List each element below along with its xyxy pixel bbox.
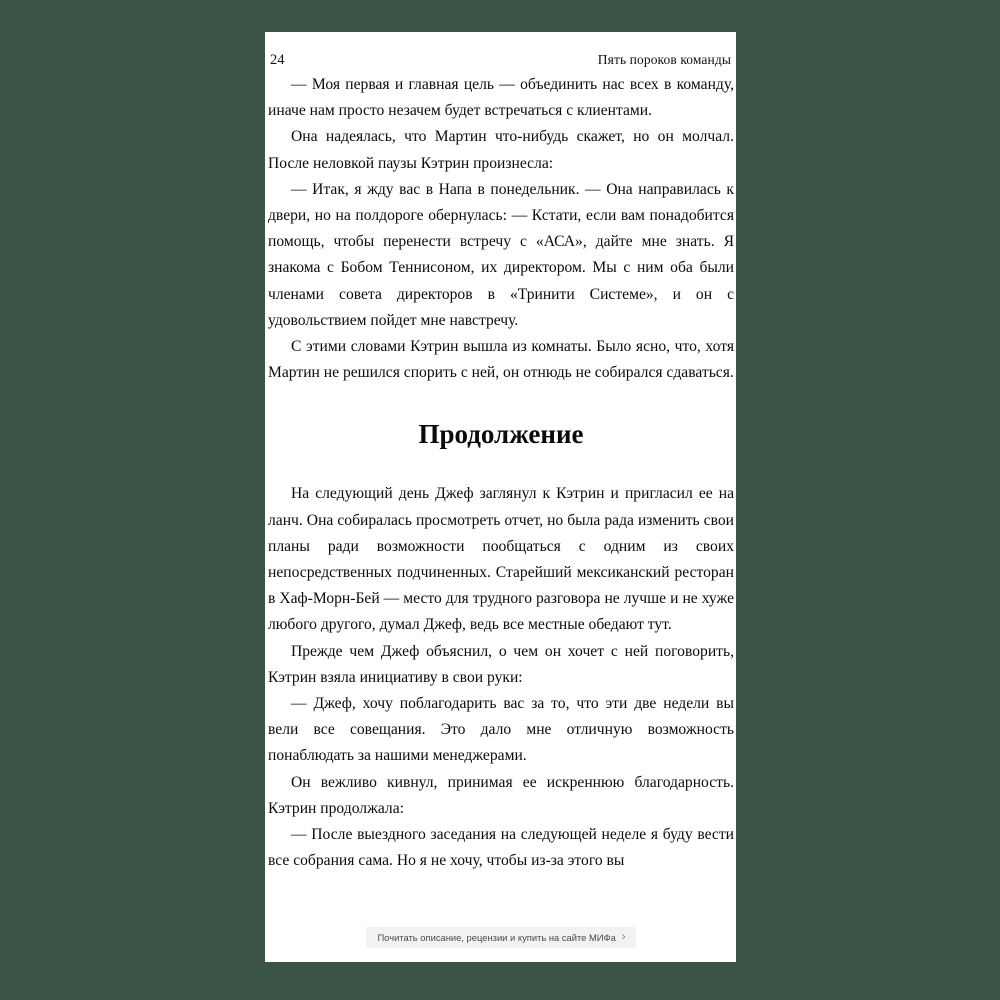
paragraph: Он вежливо кивнул, принимая ее искреннюю благодарность. Кэтрин продолжала: xyxy=(268,773,734,817)
chevron-right-icon: › xyxy=(621,931,626,943)
page-number: 24 xyxy=(270,52,285,68)
paragraph: — После выездного заседания на следующей неделе я буду вести все собрания сама. Но я не хочу, чтобы из-за этого вы xyxy=(268,826,734,870)
promo-link[interactable] xyxy=(365,927,635,948)
paragraph: На следующий день Джеф заглянул к Кэтрин и пригласил ее на ланч. Она собиралась просмотреть отчет, но была рада изменить свои планы ради возможности пообщаться с одним из своих непосредственных подчиненных. Старейший мексиканский ресторан в Хаф-Морн-Бей — место для трудного разговора не лучше и не хуже любого другого, думал Джеф, ведь все местные обедают тут. xyxy=(268,485,734,634)
running-head xyxy=(265,42,736,66)
paragraph: Прежде чем Джеф объяснил, о чем он хочет с ней поговорить, Кэтрин взяла инициативу в свои руки: xyxy=(268,642,734,686)
section-heading: Продолжение xyxy=(418,419,584,450)
text-column xyxy=(268,72,734,874)
page-inner xyxy=(265,32,736,962)
footer-band xyxy=(265,910,736,962)
paragraph: — Джеф, хочу поблагодарить вас за то, что эти две недели вы вели все совещания. Это дало мне отличную возможность понаблюдать за нашими менеджерами. xyxy=(268,695,734,765)
spacer xyxy=(268,451,734,481)
running-head-title: Пять пороков команды xyxy=(597,52,731,67)
paragraph: — Итак, я жду вас в Напа в понедельник. — Она направилась к двери, но на полдороге обернулась: — Кстати, если вам понадобится помощь, чтобы перенести встречу с «АСА», дайте мне знать. Я знакома с Бобом Теннисоном, их директором. Мы с ним оба были членами совета директоров в «Тринити Системе», и он с удовольствием пойдет мне навстречу. xyxy=(268,180,734,329)
promo-label: Почитать описание, рецензии и купить на сайте МИФа xyxy=(377,932,616,943)
book-page xyxy=(265,32,736,962)
paragraph: — Моя первая и главная цель — объединить нас всех в команду, иначе нам просто незачем будет встречаться с клиентами. xyxy=(268,76,734,120)
paragraph: Она надеялась, что Мартин что-нибудь скажет, но он молчал. После неловкой паузы Кэтрин произнесла: xyxy=(268,128,734,172)
paragraph: С этими словами Кэтрин вышла из комнаты. Было ясно, что, хотя Мартин не решился спорить с ней, он отнюдь не собирался сдаваться. xyxy=(268,338,734,382)
spacer xyxy=(268,386,734,417)
